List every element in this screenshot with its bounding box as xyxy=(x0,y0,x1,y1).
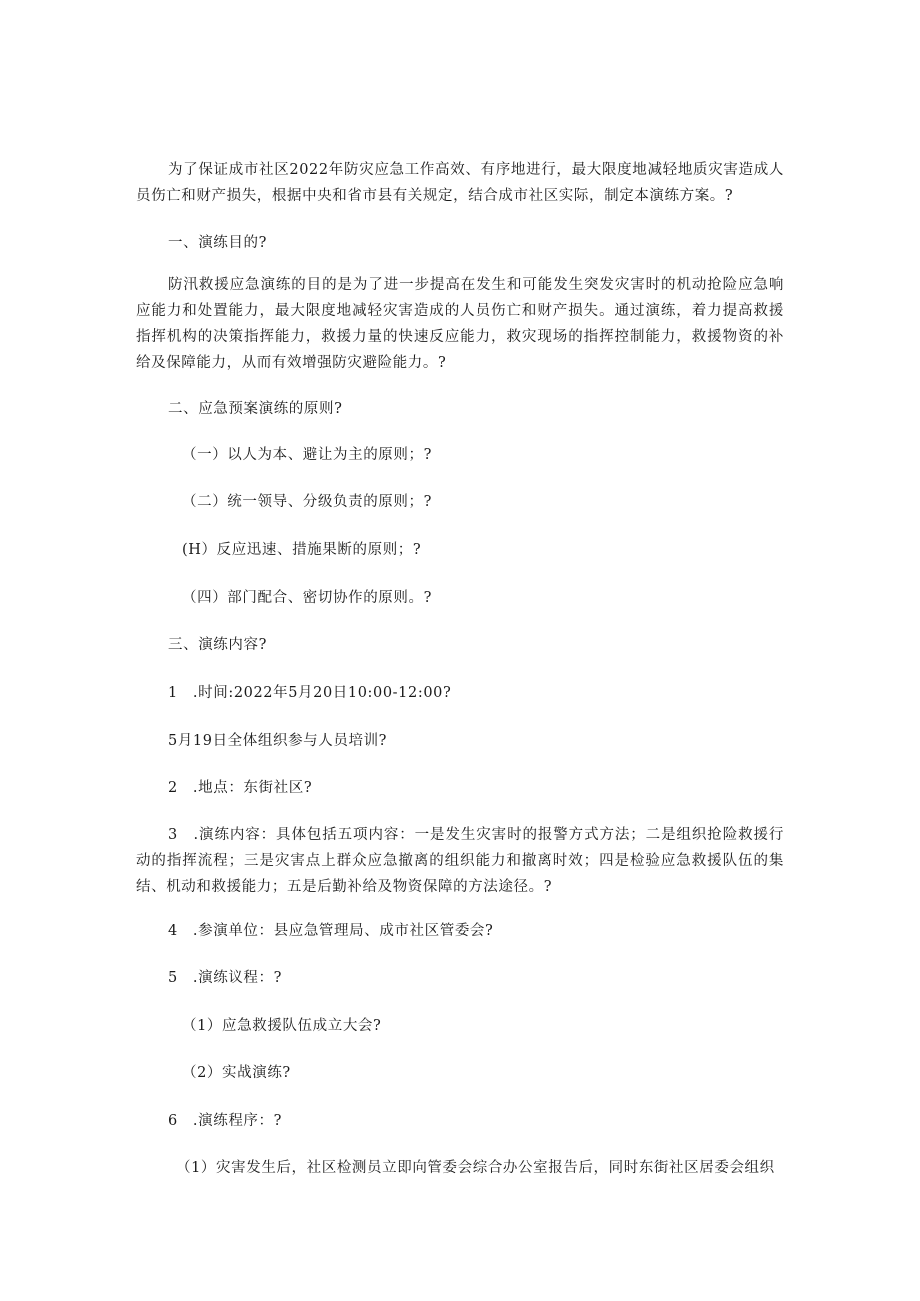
item-1-note: 5月19日全体组织参与人员培训? xyxy=(168,733,388,749)
procedure-step-1: （1）灾害发生后，社区检测员立即向管委会综合办公室报告后，同时东街社区居委会组织 xyxy=(176,1160,775,1176)
section-3-heading: 三、演练内容? xyxy=(168,637,267,653)
agenda-2: （2）实战演练? xyxy=(182,1065,291,1081)
agenda-1: （1）应急救援队伍成立大会? xyxy=(182,1018,382,1034)
item-3-content: 3 .演练内容：具体包括五项内容：一是发生灾害时的报警方式方法；二是组织抢险救援行动的指挥流程；三是灾害点上群众应急撤离的组织能力和撤离时效；四是检验应急救援队伍的集结、机动和救援能力；五是后勤补给及物资保障的方法途径。? xyxy=(136,827,784,895)
section-2-heading: 二、应急预案演练的原则? xyxy=(168,401,343,417)
principle-2: （二）统一领导、分级负责的原则；? xyxy=(182,494,432,510)
item-2-location: 2 .地点：东街社区? xyxy=(168,780,313,796)
item-5-agenda: 5 .演练议程：? xyxy=(168,970,283,986)
principle-3: (H）反应迅速、措施果断的原则；? xyxy=(182,542,422,558)
item-4-participants: 4 .参演单位：县应急管理局、成市社区管委会? xyxy=(168,923,494,939)
principle-1: （一）以人为本、避让为主的原则；? xyxy=(182,447,432,463)
section-1-body: 防汛救援应急演练的目的是为了进一步提高在发生和可能发生突发灾害时的机动抢险应急响应能力和处置能力，最大限度地减轻灾害造成的人员伤亡和财产损失。通过演练，着力提高救援指挥机构的决策指挥能力，救援力量的快速反应能力，救灾现场的指挥控制能力，救援物资的补给及保障能力，从而有效增强防灾避险能力。? xyxy=(136,277,784,371)
item-6-procedure: 6 .演练程序：? xyxy=(168,1113,283,1129)
section-1-heading: 一、演练目的? xyxy=(168,235,267,251)
item-1-time: 1 .时间:2022年5月20日10:00-12:00? xyxy=(168,685,452,701)
intro-paragraph: 为了保证成市社区2022年防灾应急工作高效、有序地进行，最大限度地减轻地质灾害造成人员伤亡和财产损失，根据中央和省市县有关规定，结合成市社区实际，制定本演练方案。? xyxy=(136,162,784,204)
principle-4: （四）部门配合、密切协作的原则。? xyxy=(182,590,432,606)
